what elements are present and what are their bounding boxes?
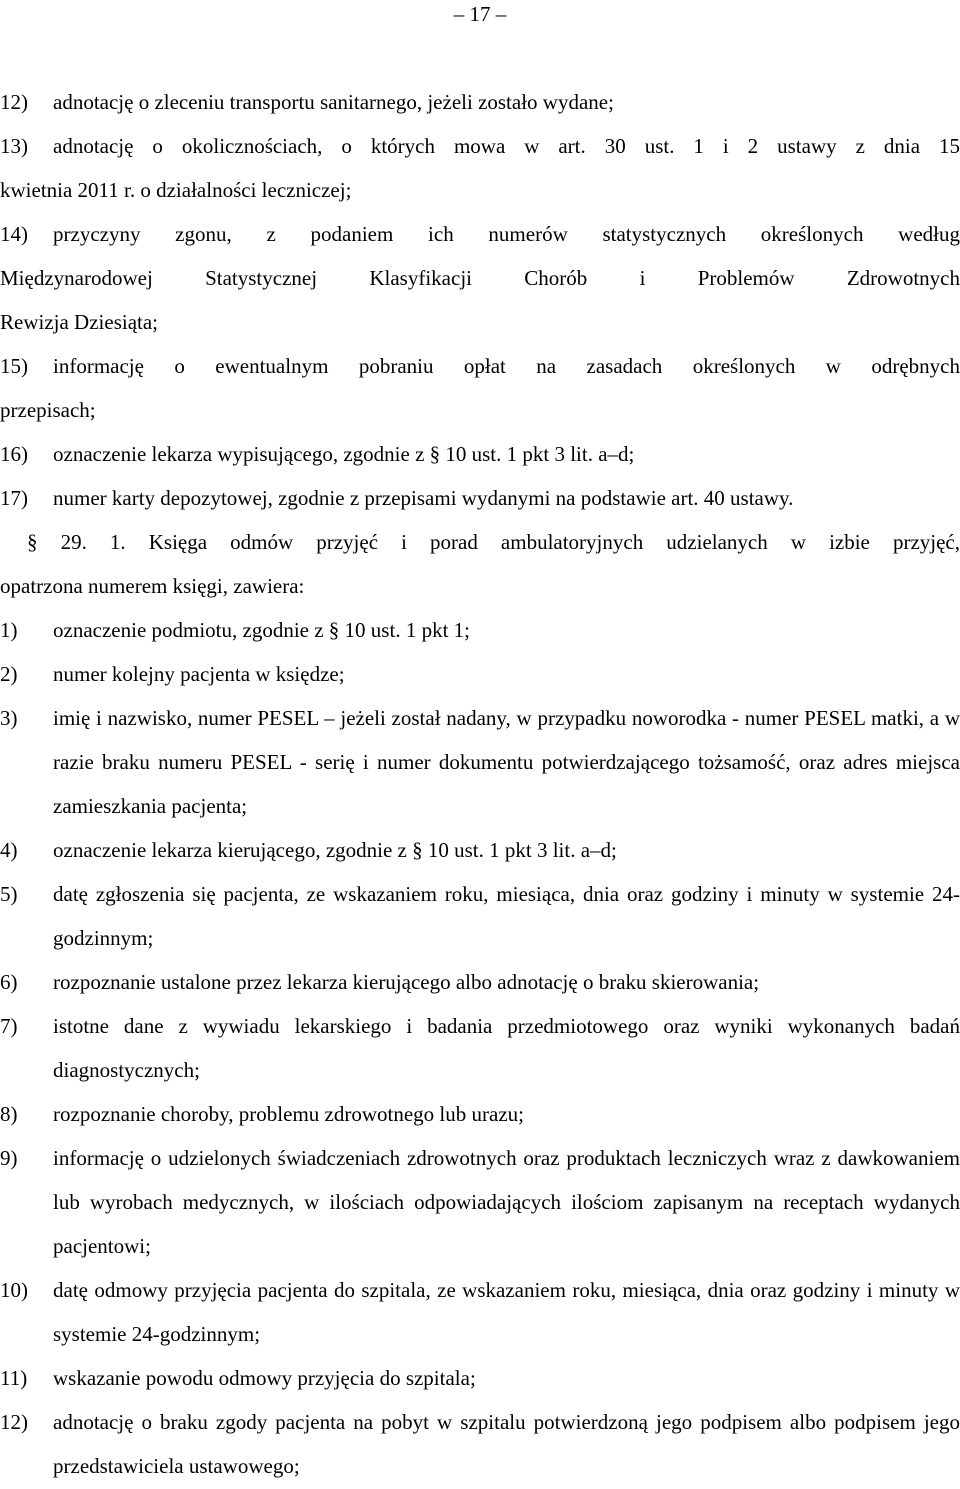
- list-item: [0, 124, 960, 212]
- list-item: [0, 1356, 960, 1400]
- list-item-number: 12): [0, 1410, 28, 1434]
- list-item: [0, 1092, 960, 1136]
- list-item-number: 10): [0, 1278, 28, 1302]
- list-item-number: 13): [0, 134, 28, 158]
- list-item: [0, 652, 960, 696]
- page-number: – 17 –: [453, 2, 507, 26]
- list-item-text-continued: Międzynarodowej Statystycznej Klasyfikacji Chorób i Problemów Zdrowotnych: [0, 266, 960, 290]
- list-item-number: 15): [0, 354, 28, 378]
- list-item-number: 4): [0, 838, 18, 862]
- list-item-text: imię i nazwisko, numer PESEL – jeżeli został nadany, w przypadku noworodka - numer PESEL matki, a w razie braku numeru PESEL - serię i numer dokumentu potwierdzającego tożsamość, oraz adres miejsca zamieszkania pacjenta;: [53, 706, 960, 818]
- list-item: [0, 1268, 960, 1356]
- list-item: [0, 212, 960, 344]
- list-item: [0, 344, 960, 432]
- list-item-number: 2): [0, 662, 18, 686]
- section-paragraph: [0, 520, 960, 608]
- list-item-number: 9): [0, 1146, 18, 1170]
- list-item-number: 14): [0, 222, 28, 246]
- list-item-text: numer kolejny pacjenta w księdze;: [53, 662, 345, 686]
- list-item-number: 8): [0, 1102, 18, 1126]
- list-item-number: 6): [0, 970, 18, 994]
- list-item: [0, 432, 960, 476]
- list-item-text: rozpoznanie choroby, problemu zdrowotnego lub urazu;: [53, 1102, 524, 1126]
- list-item-text: adnotację o okolicznościach, o których mowa w art. 30 ust. 1 i 2 ustawy z dnia 15: [53, 134, 960, 158]
- list-item: [0, 608, 960, 652]
- list-item-text: informację o udzielonych świadczeniach zdrowotnych oraz produktach leczniczych wraz z dawkowaniem lub wyrobach medycznych, w ilościach odpowiadających ilościom zapisanym na receptach wydanych pacjentowi;: [53, 1146, 960, 1258]
- list-item: [0, 80, 960, 124]
- list-item-text: datę zgłoszenia się pacjenta, ze wskazaniem roku, miesiąca, dnia oraz godziny i minuty w systemie 24-godzinnym;: [53, 882, 960, 950]
- list-item: [0, 696, 960, 828]
- section-paragraph-line: § 29. 1. Księga odmów przyjęć i porad ambulatoryjnych udzielanych w izbie przyjęć,: [27, 530, 960, 554]
- list-item-text: datę odmowy przyjęcia pacjenta do szpitala, ze wskazaniem roku, miesiąca, dnia oraz godziny i minuty w systemie 24-godzinnym;: [53, 1278, 960, 1346]
- section-paragraph-line: opatrzona numerem księgi, zawiera:: [0, 574, 305, 598]
- list-item: [0, 1400, 960, 1488]
- list-item-number: 16): [0, 442, 28, 466]
- list-item: [0, 872, 960, 960]
- list-item-text: oznaczenie lekarza kierującego, zgodnie z § 10 ust. 1 pkt 3 lit. a–d;: [53, 838, 617, 862]
- list-item-text: oznaczenie podmiotu, zgodnie z § 10 ust. 1 pkt 1;: [53, 618, 470, 642]
- list-item-text: oznaczenie lekarza wypisującego, zgodnie z § 10 ust. 1 pkt 3 lit. a–d;: [53, 442, 635, 466]
- list-item-text: informację o ewentualnym pobraniu opłat na zasadach określonych w odrębnych: [53, 354, 960, 378]
- list-item-text: rozpoznanie ustalone przez lekarza kierującego albo adnotację o braku skierowania;: [53, 970, 760, 994]
- list-item-number: 17): [0, 486, 28, 510]
- list-item-number: 1): [0, 618, 18, 642]
- list-item: [0, 476, 960, 520]
- list-item: [0, 960, 960, 1004]
- list-item-number: 7): [0, 1014, 18, 1038]
- list-item: [0, 1004, 960, 1092]
- list-item-number: 12): [0, 90, 28, 114]
- list-item-text-continued: przepisach;: [0, 398, 96, 422]
- list-item-number: 3): [0, 706, 18, 730]
- list-item-text: numer karty depozytowej, zgodnie z przepisami wydanymi na podstawie art. 40 ustawy.: [53, 486, 794, 510]
- list-item: [0, 1136, 960, 1268]
- list-item-number: 5): [0, 882, 18, 906]
- list-item-text: przyczyny zgonu, z podaniem ich numerów statystycznych określonych według: [53, 222, 960, 246]
- list-item-text-continued: kwietnia 2011 r. o działalności leczniczej;: [0, 178, 352, 202]
- list-item-text: istotne dane z wywiadu lekarskiego i badania przedmiotowego oraz wyniki wykonanych badań diagnostycznych;: [53, 1014, 960, 1082]
- list-item-text-continued: Rewizja Dziesiąta;: [0, 310, 159, 334]
- list-item-number: 11): [0, 1366, 28, 1390]
- list-item-text: adnotację o zleceniu transportu sanitarnego, jeżeli zostało wydane;: [53, 90, 614, 114]
- document-body: [0, 80, 960, 1488]
- list-item: [0, 828, 960, 872]
- list-item-text: wskazanie powodu odmowy przyjęcia do szpitala;: [53, 1366, 476, 1390]
- list-item-text: adnotację o braku zgody pacjenta na pobyt w szpitalu potwierdzoną jego podpisem albo podpisem jego przedstawiciela ustawowego;: [53, 1410, 960, 1478]
